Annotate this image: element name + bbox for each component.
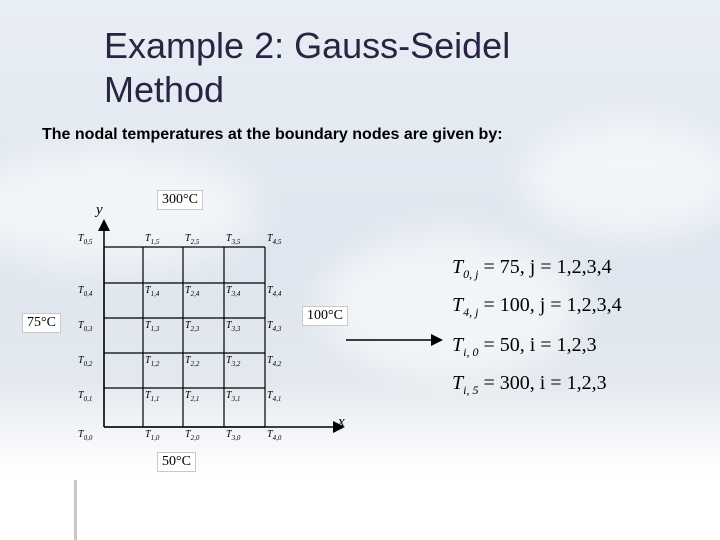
node-label: $T_{2,1}$ <box>185 390 200 403</box>
node-label: $T_{0,2}$ <box>78 355 93 368</box>
boundary-bottom-label: 50°C <box>157 452 196 472</box>
node-label: $T_{4,1}$ <box>267 390 282 403</box>
subtitle: The nodal temperatures at the boundary nodes are given by: <box>42 126 503 143</box>
boundary-right-label: 100°C <box>302 306 348 326</box>
boundary-equation: $T_{i, 5} = 300$, i = 1,2,3 <box>452 372 607 397</box>
node-label: $T_{2,0}$ <box>185 429 200 442</box>
node-label: $T_{4,0}$ <box>267 429 282 442</box>
node-label: $T_{2,4}$ <box>185 285 200 298</box>
node-label: $T_{1,2}$ <box>145 355 160 368</box>
node-label: $T_{4,5}$ <box>267 233 282 246</box>
node-label: $T_{3,3}$ <box>226 320 241 333</box>
node-label: $T_{3,4}$ <box>226 285 241 298</box>
node-label: $T_{2,5}$ <box>185 233 200 246</box>
node-label: $T_{0,4}$ <box>78 285 93 298</box>
title-line-1: Example 2: Gauss-Seidel <box>104 25 511 66</box>
node-label: $T_{3,0}$ <box>226 429 241 442</box>
node-label: $T_{0,0}$ <box>78 429 93 442</box>
title-line-2: Method <box>104 69 225 110</box>
node-label: $T_{3,2}$ <box>226 355 241 368</box>
boundary-equation: $T_{i, 0} = 50$, i = 1,2,3 <box>452 334 597 359</box>
y-axis-label: y <box>96 202 103 218</box>
node-label: $T_{3,5}$ <box>226 233 241 246</box>
node-label: $T_{4,2}$ <box>267 355 282 368</box>
node-label: $T_{1,0}$ <box>145 429 160 442</box>
node-labels <box>78 233 282 442</box>
node-label: $T_{0,5}$ <box>78 233 93 246</box>
footer-divider <box>74 480 77 540</box>
node-label: $T_{4,3}$ <box>267 320 282 333</box>
x-axis-label: x <box>338 414 345 430</box>
node-label: $T_{0,1}$ <box>78 390 93 403</box>
node-label: $T_{0,3}$ <box>78 320 93 333</box>
boundary-equation: $T_{4, j} = 100$, j = 1,2,3,4 <box>452 294 622 319</box>
node-label: $T_{1,5}$ <box>145 233 160 246</box>
node-label: $T_{2,2}$ <box>185 355 200 368</box>
boundary-left-label: 75°C <box>22 313 61 333</box>
node-label: $T_{3,1}$ <box>226 390 241 403</box>
boundary-equation: $T_{0, j} = 75$, j = 1,2,3,4 <box>452 256 612 281</box>
node-label: $T_{2,3}$ <box>185 320 200 333</box>
node-label: $T_{1,3}$ <box>145 320 160 333</box>
node-label: $T_{4,4}$ <box>267 285 282 298</box>
node-label: $T_{1,4}$ <box>145 285 160 298</box>
boundary-top-label: 300°C <box>157 190 203 210</box>
node-label: $T_{1,1}$ <box>145 390 160 403</box>
